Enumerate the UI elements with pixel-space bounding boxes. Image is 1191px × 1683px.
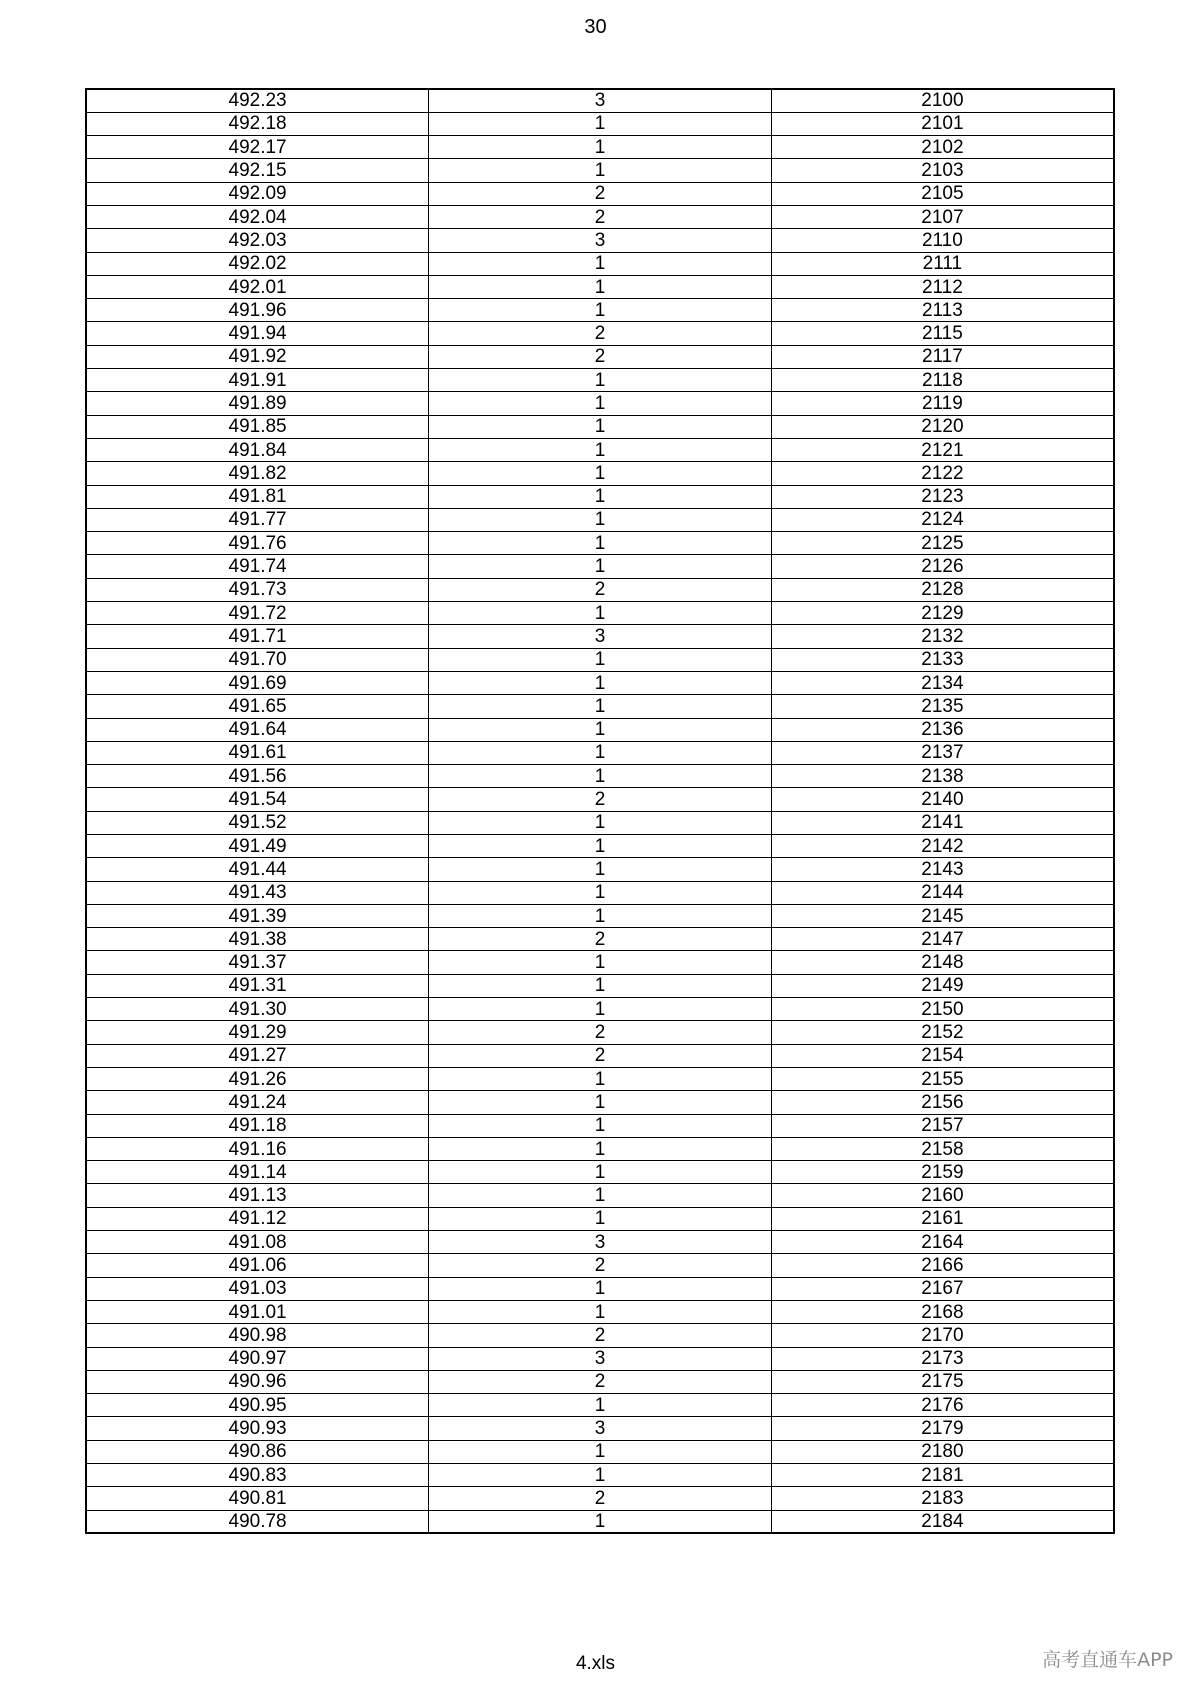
- cumulative-cell: 2141: [771, 811, 1114, 834]
- count-cell: 1: [429, 369, 772, 392]
- score-cell: 491.65: [86, 695, 429, 718]
- count-cell: 2: [429, 322, 772, 345]
- score-cell: 490.86: [86, 1440, 429, 1463]
- cumulative-cell: 2149: [771, 974, 1114, 997]
- table-row: [86, 1417, 1114, 1440]
- score-cell: 491.74: [86, 555, 429, 578]
- count-cell: 1: [429, 998, 772, 1021]
- score-cell: 491.12: [86, 1207, 429, 1230]
- score-cell: 492.09: [86, 182, 429, 205]
- cumulative-cell: 2180: [771, 1440, 1114, 1463]
- table-row: [86, 1231, 1114, 1254]
- score-cell: 491.18: [86, 1114, 429, 1137]
- score-cell: 491.69: [86, 671, 429, 694]
- count-cell: 1: [429, 555, 772, 578]
- score-cell: 491.94: [86, 322, 429, 345]
- cumulative-cell: 2111: [771, 252, 1114, 275]
- cumulative-cell: 2126: [771, 555, 1114, 578]
- count-cell: 1: [429, 485, 772, 508]
- score-cell: 491.37: [86, 951, 429, 974]
- table-row: [86, 252, 1114, 275]
- score-cell: 490.96: [86, 1370, 429, 1393]
- cumulative-cell: 2150: [771, 998, 1114, 1021]
- cumulative-cell: 2113: [771, 299, 1114, 322]
- count-cell: 1: [429, 904, 772, 927]
- table-row: [86, 1370, 1114, 1393]
- score-cell: 491.92: [86, 345, 429, 368]
- count-cell: 2: [429, 1044, 772, 1067]
- score-cell: 491.61: [86, 741, 429, 764]
- cumulative-cell: 2134: [771, 671, 1114, 694]
- score-cell: 491.91: [86, 369, 429, 392]
- cumulative-cell: 2176: [771, 1394, 1114, 1417]
- cumulative-cell: 2152: [771, 1021, 1114, 1044]
- count-cell: 1: [429, 392, 772, 415]
- count-cell: 1: [429, 252, 772, 275]
- score-cell: 491.31: [86, 974, 429, 997]
- count-cell: 1: [429, 1464, 772, 1487]
- score-cell: 491.64: [86, 718, 429, 741]
- cumulative-cell: 2144: [771, 881, 1114, 904]
- count-cell: 1: [429, 1067, 772, 1090]
- cumulative-cell: 2125: [771, 532, 1114, 555]
- cumulative-cell: 2128: [771, 578, 1114, 601]
- score-cell: 491.44: [86, 858, 429, 881]
- table-row: [86, 625, 1114, 648]
- cumulative-cell: 2183: [771, 1487, 1114, 1510]
- score-cell: 492.03: [86, 229, 429, 252]
- score-cell: 492.02: [86, 252, 429, 275]
- cumulative-cell: 2157: [771, 1114, 1114, 1137]
- table-row: [86, 928, 1114, 951]
- cumulative-cell: 2159: [771, 1161, 1114, 1184]
- score-cell: 491.01: [86, 1300, 429, 1323]
- table-row: [86, 858, 1114, 881]
- cumulative-cell: 2121: [771, 438, 1114, 461]
- cumulative-cell: 2123: [771, 485, 1114, 508]
- count-cell: 1: [429, 741, 772, 764]
- score-cell: 491.49: [86, 835, 429, 858]
- count-cell: 1: [429, 275, 772, 298]
- cumulative-cell: 2118: [771, 369, 1114, 392]
- cumulative-cell: 2132: [771, 625, 1114, 648]
- count-cell: 1: [429, 1161, 772, 1184]
- score-table-container: [85, 88, 1115, 1534]
- table-row: [86, 1114, 1114, 1137]
- score-cell: 491.52: [86, 811, 429, 834]
- table-row: [86, 136, 1114, 159]
- count-cell: 3: [429, 1231, 772, 1254]
- count-cell: 1: [429, 811, 772, 834]
- count-cell: 3: [429, 89, 772, 112]
- table-row: [86, 392, 1114, 415]
- cumulative-cell: 2115: [771, 322, 1114, 345]
- score-cell: 491.43: [86, 881, 429, 904]
- cumulative-cell: 2148: [771, 951, 1114, 974]
- table-row: [86, 1487, 1114, 1510]
- score-cell: 492.15: [86, 159, 429, 182]
- table-row: [86, 881, 1114, 904]
- cumulative-cell: 2101: [771, 112, 1114, 135]
- cumulative-cell: 2140: [771, 788, 1114, 811]
- table-row: [86, 835, 1114, 858]
- count-cell: 1: [429, 112, 772, 135]
- score-cell: 491.14: [86, 1161, 429, 1184]
- score-cell: 491.13: [86, 1184, 429, 1207]
- table-row: [86, 415, 1114, 438]
- count-cell: 1: [429, 602, 772, 625]
- cumulative-cell: 2117: [771, 345, 1114, 368]
- score-cell: 491.39: [86, 904, 429, 927]
- score-cell: 491.26: [86, 1067, 429, 1090]
- table-row: [86, 1021, 1114, 1044]
- score-cell: 491.30: [86, 998, 429, 1021]
- table-row: [86, 695, 1114, 718]
- table-row: [86, 671, 1114, 694]
- table-row: [86, 1324, 1114, 1347]
- score-cell: 491.84: [86, 438, 429, 461]
- cumulative-cell: 2124: [771, 508, 1114, 531]
- score-cell: 492.23: [86, 89, 429, 112]
- score-cell: 491.56: [86, 765, 429, 788]
- count-cell: 1: [429, 1510, 772, 1533]
- score-cell: 490.93: [86, 1417, 429, 1440]
- table-row: [86, 89, 1114, 112]
- score-cell: 490.95: [86, 1394, 429, 1417]
- count-cell: 2: [429, 578, 772, 601]
- score-cell: 491.54: [86, 788, 429, 811]
- count-cell: 1: [429, 1114, 772, 1137]
- count-cell: 1: [429, 1300, 772, 1323]
- count-cell: 3: [429, 1347, 772, 1370]
- count-cell: 1: [429, 1277, 772, 1300]
- table-row: [86, 462, 1114, 485]
- cumulative-cell: 2154: [771, 1044, 1114, 1067]
- cumulative-cell: 2143: [771, 858, 1114, 881]
- score-cell: 491.06: [86, 1254, 429, 1277]
- count-cell: 1: [429, 508, 772, 531]
- table-row: [86, 1464, 1114, 1487]
- table-row: [86, 1161, 1114, 1184]
- score-cell: 491.38: [86, 928, 429, 951]
- count-cell: 2: [429, 1370, 772, 1393]
- count-cell: 1: [429, 438, 772, 461]
- count-cell: 2: [429, 788, 772, 811]
- table-row: [86, 205, 1114, 228]
- cumulative-cell: 2110: [771, 229, 1114, 252]
- table-row: [86, 1184, 1114, 1207]
- table-row: [86, 741, 1114, 764]
- count-cell: 3: [429, 229, 772, 252]
- count-cell: 1: [429, 974, 772, 997]
- count-cell: 1: [429, 835, 772, 858]
- score-cell: 491.72: [86, 602, 429, 625]
- table-row: [86, 532, 1114, 555]
- cumulative-cell: 2137: [771, 741, 1114, 764]
- count-cell: 1: [429, 858, 772, 881]
- table-row: [86, 578, 1114, 601]
- count-cell: 1: [429, 1207, 772, 1230]
- cumulative-cell: 2100: [771, 89, 1114, 112]
- score-cell: 491.96: [86, 299, 429, 322]
- table-row: [86, 508, 1114, 531]
- count-cell: 2: [429, 345, 772, 368]
- score-cell: 492.01: [86, 275, 429, 298]
- cumulative-cell: 2167: [771, 1277, 1114, 1300]
- count-cell: 1: [429, 159, 772, 182]
- table-row: [86, 345, 1114, 368]
- cumulative-cell: 2129: [771, 602, 1114, 625]
- table-row: [86, 1277, 1114, 1300]
- table-row: [86, 275, 1114, 298]
- cumulative-cell: 2161: [771, 1207, 1114, 1230]
- table-row: [86, 1440, 1114, 1463]
- count-cell: 1: [429, 1394, 772, 1417]
- cumulative-cell: 2136: [771, 718, 1114, 741]
- score-cell: 491.89: [86, 392, 429, 415]
- count-cell: 1: [429, 648, 772, 671]
- table-row: [86, 1510, 1114, 1533]
- score-cell: 490.78: [86, 1510, 429, 1533]
- table-row: [86, 951, 1114, 974]
- count-cell: 1: [429, 1184, 772, 1207]
- table-row: [86, 369, 1114, 392]
- table-row: [86, 1207, 1114, 1230]
- cumulative-cell: 2155: [771, 1067, 1114, 1090]
- count-cell: 1: [429, 1091, 772, 1114]
- score-cell: 490.98: [86, 1324, 429, 1347]
- count-cell: 2: [429, 1254, 772, 1277]
- score-cell: 491.76: [86, 532, 429, 555]
- count-cell: 1: [429, 765, 772, 788]
- cumulative-cell: 2184: [771, 1510, 1114, 1533]
- page-number: 30: [584, 16, 607, 38]
- score-cell: 491.71: [86, 625, 429, 648]
- table-row: [86, 159, 1114, 182]
- cumulative-cell: 2112: [771, 275, 1114, 298]
- count-cell: 2: [429, 1021, 772, 1044]
- score-cell: 491.82: [86, 462, 429, 485]
- count-cell: 2: [429, 182, 772, 205]
- score-cell: 491.29: [86, 1021, 429, 1044]
- cumulative-cell: 2160: [771, 1184, 1114, 1207]
- cumulative-cell: 2105: [771, 182, 1114, 205]
- table-row: [86, 788, 1114, 811]
- score-cell: 491.27: [86, 1044, 429, 1067]
- table-row: [86, 811, 1114, 834]
- cumulative-cell: 2135: [771, 695, 1114, 718]
- score-cell: 491.73: [86, 578, 429, 601]
- table-row: [86, 1091, 1114, 1114]
- table-row: [86, 1347, 1114, 1370]
- count-cell: 1: [429, 415, 772, 438]
- cumulative-cell: 2120: [771, 415, 1114, 438]
- table-row: [86, 1137, 1114, 1160]
- table-row: [86, 1067, 1114, 1090]
- cumulative-cell: 2147: [771, 928, 1114, 951]
- score-table: [85, 88, 1115, 1534]
- cumulative-cell: 2164: [771, 1231, 1114, 1254]
- score-cell: 491.85: [86, 415, 429, 438]
- count-cell: 3: [429, 1417, 772, 1440]
- count-cell: 1: [429, 462, 772, 485]
- table-row: [86, 904, 1114, 927]
- count-cell: 1: [429, 1137, 772, 1160]
- cumulative-cell: 2138: [771, 765, 1114, 788]
- count-cell: 1: [429, 671, 772, 694]
- table-row: [86, 1044, 1114, 1067]
- table-row: [86, 485, 1114, 508]
- count-cell: 1: [429, 718, 772, 741]
- cumulative-cell: 2142: [771, 835, 1114, 858]
- table-row: [86, 555, 1114, 578]
- table-row: [86, 112, 1114, 135]
- count-cell: 1: [429, 1440, 772, 1463]
- cumulative-cell: 2158: [771, 1137, 1114, 1160]
- table-row: [86, 182, 1114, 205]
- score-cell: 490.97: [86, 1347, 429, 1370]
- score-cell: 490.83: [86, 1464, 429, 1487]
- score-cell: 491.08: [86, 1231, 429, 1254]
- score-cell: 492.04: [86, 205, 429, 228]
- table-row: [86, 765, 1114, 788]
- table-row: [86, 974, 1114, 997]
- cumulative-cell: 2166: [771, 1254, 1114, 1277]
- score-cell: 491.77: [86, 508, 429, 531]
- score-cell: 490.81: [86, 1487, 429, 1510]
- score-cell: 491.24: [86, 1091, 429, 1114]
- cumulative-cell: 2133: [771, 648, 1114, 671]
- count-cell: 1: [429, 136, 772, 159]
- score-cell: 491.16: [86, 1137, 429, 1160]
- count-cell: 2: [429, 928, 772, 951]
- count-cell: 1: [429, 299, 772, 322]
- table-row: [86, 229, 1114, 252]
- score-cell: 491.03: [86, 1277, 429, 1300]
- table-row: [86, 438, 1114, 461]
- table-row: [86, 718, 1114, 741]
- cumulative-cell: 2103: [771, 159, 1114, 182]
- count-cell: 1: [429, 532, 772, 555]
- score-table-body: [86, 89, 1114, 1533]
- count-cell: 2: [429, 1487, 772, 1510]
- cumulative-cell: 2145: [771, 904, 1114, 927]
- cumulative-cell: 2102: [771, 136, 1114, 159]
- count-cell: 1: [429, 695, 772, 718]
- count-cell: 2: [429, 1324, 772, 1347]
- cumulative-cell: 2107: [771, 205, 1114, 228]
- cumulative-cell: 2168: [771, 1300, 1114, 1323]
- table-row: [86, 1394, 1114, 1417]
- count-cell: 1: [429, 881, 772, 904]
- cumulative-cell: 2173: [771, 1347, 1114, 1370]
- count-cell: 1: [429, 951, 772, 974]
- cumulative-cell: 2119: [771, 392, 1114, 415]
- cumulative-cell: 2156: [771, 1091, 1114, 1114]
- score-cell: 492.17: [86, 136, 429, 159]
- table-row: [86, 299, 1114, 322]
- table-row: [86, 602, 1114, 625]
- table-row: [86, 648, 1114, 671]
- cumulative-cell: 2179: [771, 1417, 1114, 1440]
- cumulative-cell: 2181: [771, 1464, 1114, 1487]
- table-row: [86, 1254, 1114, 1277]
- table-row: [86, 322, 1114, 345]
- score-cell: 491.81: [86, 485, 429, 508]
- count-cell: 2: [429, 205, 772, 228]
- watermark: 高考直通车APP: [1042, 1649, 1173, 1671]
- cumulative-cell: 2122: [771, 462, 1114, 485]
- score-cell: 491.70: [86, 648, 429, 671]
- cumulative-cell: 2175: [771, 1370, 1114, 1393]
- count-cell: 3: [429, 625, 772, 648]
- cumulative-cell: 2170: [771, 1324, 1114, 1347]
- table-row: [86, 1300, 1114, 1323]
- table-row: [86, 998, 1114, 1021]
- footer-file-name: 4.xls: [575, 1653, 616, 1674]
- score-cell: 492.18: [86, 112, 429, 135]
